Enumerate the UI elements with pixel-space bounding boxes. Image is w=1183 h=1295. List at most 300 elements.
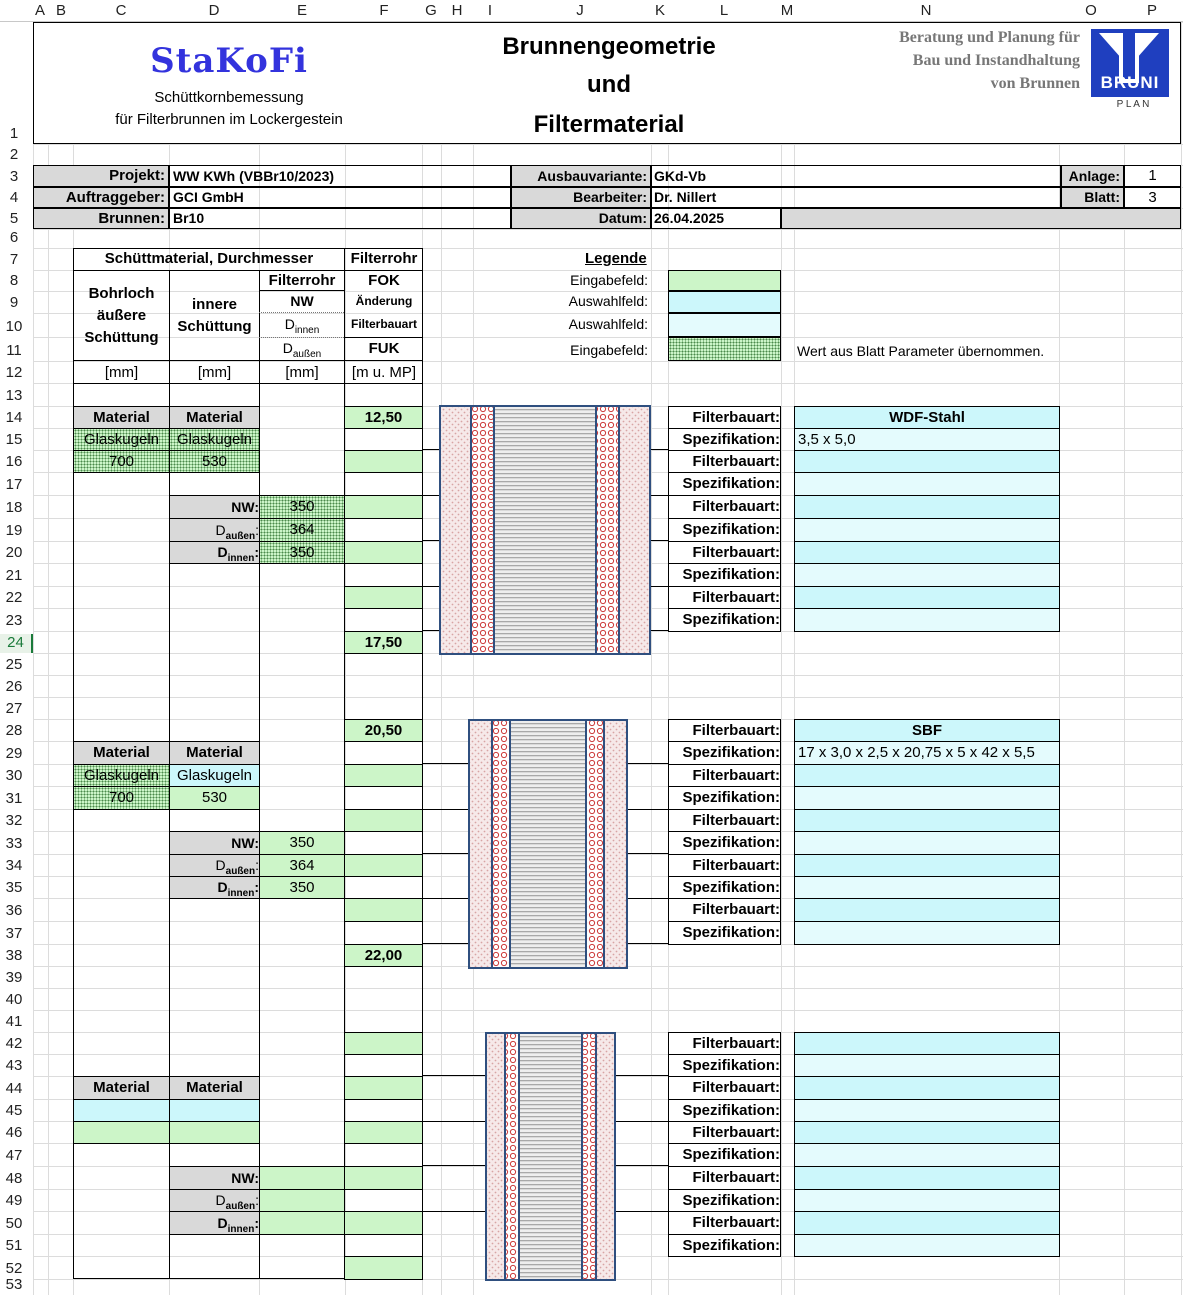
unit-m: [m u. MP] xyxy=(351,364,417,381)
row-header-26[interactable]: 26 xyxy=(5,678,23,695)
inner-material-select[interactable]: Glaskugeln xyxy=(169,428,260,451)
inner-material-select[interactable] xyxy=(169,1099,260,1122)
row-header-16[interactable]: 16 xyxy=(5,453,23,470)
connector-line xyxy=(423,898,468,899)
column-header-c[interactable]: C xyxy=(115,2,127,19)
connector-line xyxy=(423,586,439,587)
d-symbol: D xyxy=(215,857,226,873)
daussen-label xyxy=(169,518,260,542)
row-header-23[interactable]: 23 xyxy=(5,612,23,629)
row-header-25[interactable]: 25 xyxy=(5,656,23,673)
row-divider xyxy=(73,383,423,384)
fok-input[interactable] xyxy=(344,1032,423,1055)
dinnen-input[interactable]: 350 xyxy=(259,876,345,899)
filterbauart-select[interactable] xyxy=(794,764,1060,787)
row-header-33[interactable]: 33 xyxy=(5,835,23,852)
connector-line xyxy=(423,1165,485,1166)
spezifikation-label: Spezifikation: xyxy=(668,518,781,542)
daussen-input[interactable]: 364 xyxy=(259,518,345,542)
filterbauart-label: Filterbauart: xyxy=(668,1076,781,1100)
row-divider xyxy=(259,290,344,291)
filterbauart-select[interactable] xyxy=(794,1211,1060,1235)
dinnen-label xyxy=(169,1211,260,1235)
filterbauart-select[interactable] xyxy=(794,1166,1060,1190)
row-header-17[interactable]: 17 xyxy=(5,476,23,493)
filterbauart-label: Filterbauart: xyxy=(668,1121,781,1144)
company-line-3: von Brunnen xyxy=(990,75,1080,92)
innere-header: innere xyxy=(191,296,237,313)
filterbauart-label: Filterbauart: xyxy=(668,586,781,609)
row-header-21[interactable]: 21 xyxy=(5,567,23,584)
filterbauart-label: Filterbauart: xyxy=(668,854,781,877)
spezifikation-label: Spezifikation: xyxy=(668,741,781,765)
colon: : xyxy=(255,857,259,873)
spezifikation-select[interactable] xyxy=(794,1234,1060,1257)
connector-line xyxy=(423,630,439,631)
connector-line xyxy=(423,1075,485,1076)
ausbau-label: Ausbauvariante: xyxy=(511,165,651,187)
outer-diameter-input[interactable]: 700 xyxy=(73,786,170,810)
filterbauart-select[interactable] xyxy=(794,586,1060,609)
auftraggeber-label: Auftraggeber: xyxy=(33,187,169,208)
outer-material-select[interactable]: Glaskugeln xyxy=(73,428,170,451)
colon: : xyxy=(254,1215,259,1231)
d-symbol: D xyxy=(217,544,228,560)
filterbauart-header: Filterbauart xyxy=(350,317,417,331)
connector-line xyxy=(616,1211,668,1212)
filterbauart-select[interactable] xyxy=(794,809,1060,832)
spezifikation-select[interactable] xyxy=(794,1143,1060,1167)
change-cell[interactable] xyxy=(344,428,423,451)
inner-material-select[interactable]: Glaskugeln xyxy=(169,764,260,787)
fuk-input[interactable]: 17,50 xyxy=(344,631,423,654)
legend-label: Eingabefeld: xyxy=(570,342,648,358)
row-header-10[interactable]: 10 xyxy=(5,318,23,335)
d-symbol: D xyxy=(217,879,228,895)
company-line-2: Bau und Instandhaltung xyxy=(912,52,1080,69)
anlage-label: Anlage: xyxy=(1061,165,1124,187)
row-header-52[interactable]: 52 xyxy=(5,1260,23,1277)
connector-line xyxy=(616,1075,668,1076)
row-header-12[interactable]: 12 xyxy=(5,364,23,381)
row-header-4[interactable]: 4 xyxy=(9,189,19,206)
connector-line xyxy=(423,763,468,764)
daussen-header xyxy=(260,340,344,360)
filterbauart-select[interactable] xyxy=(794,1032,1060,1055)
change-cell[interactable] xyxy=(344,854,423,877)
column-header-n[interactable]: N xyxy=(920,2,932,19)
column-header-d[interactable]: D xyxy=(208,2,220,19)
row-divider xyxy=(73,270,345,271)
row-header-15[interactable]: 15 xyxy=(5,431,23,448)
inner-diameter-input[interactable]: 530 xyxy=(169,786,260,810)
column-header-l[interactable]: L xyxy=(719,2,729,19)
fuk-input[interactable] xyxy=(344,1256,423,1280)
connector-line xyxy=(628,763,668,764)
change-cell[interactable] xyxy=(344,472,423,496)
column-header-bar xyxy=(0,0,1183,22)
row-header-48[interactable]: 48 xyxy=(5,1170,23,1187)
connector-line xyxy=(651,449,668,450)
change-cell[interactable] xyxy=(344,1054,423,1077)
row-header-8[interactable]: 8 xyxy=(9,272,19,289)
row-header-50[interactable]: 50 xyxy=(5,1215,23,1232)
fuk-header: FUK xyxy=(368,340,400,357)
brand-subline: P L A N xyxy=(1116,99,1150,110)
legend-label: Eingabefeld: xyxy=(570,272,648,288)
dinnen-input[interactable]: 350 xyxy=(259,541,345,564)
change-cell[interactable] xyxy=(344,898,423,922)
legend-label: Auswahlfeld: xyxy=(568,316,648,332)
d-symbol: D xyxy=(217,1215,228,1231)
spezifikation-select[interactable] xyxy=(794,876,1060,899)
connector-line xyxy=(651,540,668,541)
dinnen-label xyxy=(169,541,260,564)
bohrloch-header-2: äußere xyxy=(96,307,147,324)
change-cell[interactable] xyxy=(344,1076,423,1100)
outer-material-select[interactable]: Glaskugeln xyxy=(73,764,170,787)
column-header-i[interactable]: I xyxy=(487,2,493,19)
column-header-f[interactable]: F xyxy=(379,2,389,19)
filterbauart-label: Filterbauart: xyxy=(668,495,781,519)
dinnen-symbol: D xyxy=(284,316,295,332)
row-header-28[interactable]: 28 xyxy=(5,722,23,739)
change-cell[interactable] xyxy=(344,741,423,765)
row-divider xyxy=(259,337,344,338)
app-subtitle: Schüttkornbemessung xyxy=(154,89,304,106)
change-cell[interactable] xyxy=(344,1121,423,1144)
bearbeiter-value[interactable]: Dr. Nillert xyxy=(651,187,1061,208)
connector-line xyxy=(651,495,668,496)
row-header-32[interactable]: 32 xyxy=(5,812,23,829)
material-label-outer: Material xyxy=(73,1076,170,1100)
innen-sub: innen xyxy=(227,552,255,564)
row-header-47[interactable]: 47 xyxy=(5,1147,23,1164)
colon: : xyxy=(254,544,259,560)
connector-line xyxy=(616,1165,668,1166)
row-header-40[interactable]: 40 xyxy=(5,991,23,1008)
filterbauart-label: Filterbauart: xyxy=(668,764,781,787)
filterbauart-select[interactable] xyxy=(794,450,1060,473)
row-header-11[interactable]: 11 xyxy=(6,342,22,359)
filterbauart-label: Filterbauart: xyxy=(668,719,781,742)
row-header-29[interactable]: 29 xyxy=(5,745,23,762)
row-header-45[interactable]: 45 xyxy=(5,1102,23,1119)
bohrloch-header-3: Schüttung xyxy=(84,329,159,346)
spezifikation-select[interactable] xyxy=(794,831,1060,855)
nw-label: NW: xyxy=(169,495,260,519)
connector-line xyxy=(423,449,439,450)
well-diagram-section3 xyxy=(485,1032,616,1281)
filterbauart-select[interactable]: WDF-Stahl xyxy=(794,406,1060,429)
filterbauart-select[interactable] xyxy=(794,854,1060,877)
row-header-20[interactable]: 20 xyxy=(5,544,23,561)
row-header-30[interactable]: 30 xyxy=(5,767,23,784)
row-header-43[interactable]: 43 xyxy=(5,1057,23,1074)
connector-line xyxy=(423,853,468,854)
nw-input[interactable]: 350 xyxy=(259,495,345,519)
row-header-14[interactable]: 14 xyxy=(5,409,23,426)
filterrohr-header: Filterrohr xyxy=(350,250,418,267)
spezifikation-label: Spezifikation: xyxy=(668,1054,781,1077)
spezifikation-label: Spezifikation: xyxy=(668,563,781,587)
connector-line xyxy=(616,1121,668,1122)
row-header-49[interactable]: 49 xyxy=(5,1192,23,1209)
legend-title: Legende xyxy=(585,250,647,267)
change-cell[interactable] xyxy=(344,450,423,473)
fok-input[interactable]: 12,50 xyxy=(344,406,423,429)
inner-diameter-input[interactable]: 530 xyxy=(169,450,260,473)
row-header-53[interactable]: 53 xyxy=(5,1276,23,1293)
schutt-header: Schüttmaterial, Durchmesser xyxy=(104,250,314,267)
filter-pipe xyxy=(494,406,596,654)
filterbauart-label: Filterbauart: xyxy=(668,450,781,473)
change-cell[interactable] xyxy=(344,586,423,609)
row-header-13[interactable]: 13 xyxy=(5,387,23,404)
row-header-44[interactable]: 44 xyxy=(5,1080,23,1097)
row-header-41[interactable]: 41 xyxy=(5,1013,23,1030)
well-diagram-section2 xyxy=(468,719,628,969)
material-label-inner: Material xyxy=(169,406,260,429)
change-cell[interactable] xyxy=(344,1211,423,1235)
anlage-value[interactable]: 1 xyxy=(1124,165,1181,187)
spezifikation-select[interactable] xyxy=(794,786,1060,810)
row-header-34[interactable]: 34 xyxy=(5,857,23,874)
column-header-o[interactable]: O xyxy=(1085,2,1097,19)
filterbauart-label: Filterbauart: xyxy=(668,898,781,922)
aussen-sub: außen xyxy=(225,865,256,877)
row-header-9[interactable]: 9 xyxy=(9,294,19,311)
filterbauart-select[interactable]: SBF xyxy=(794,719,1060,742)
page-title-3: Filtermaterial xyxy=(533,111,685,138)
filter-pipe xyxy=(519,1033,582,1280)
row-header-38[interactable]: 38 xyxy=(5,947,23,964)
row-header-31[interactable]: 31 xyxy=(5,790,23,807)
row-header-18[interactable]: 18 xyxy=(5,499,23,516)
column-header-e[interactable]: E xyxy=(296,2,307,19)
spezifikation-select[interactable] xyxy=(794,518,1060,542)
ausbau-value[interactable]: GKd-Vb xyxy=(651,165,1061,187)
outer-material-select[interactable] xyxy=(73,1099,170,1122)
legend-note: Wert aus Blatt Parameter übernommen. xyxy=(797,343,1045,359)
connector-line xyxy=(423,1121,485,1122)
page-title-2: und xyxy=(587,71,631,98)
row-header-36[interactable]: 36 xyxy=(5,902,23,919)
column-header-k[interactable]: K xyxy=(654,2,665,19)
connector-line xyxy=(423,809,468,810)
spezifikation-label: Spezifikation: xyxy=(668,1189,781,1212)
spezifikation-label: Spezifikation: xyxy=(668,472,781,496)
projekt-value[interactable]: WW KWh (VBBr10/2023) xyxy=(169,165,511,187)
spezifikation-select[interactable]: 17 x 3,0 x 2,5 x 20,75 x 5 x 42 x 5,5 xyxy=(794,741,1060,765)
colon: : xyxy=(254,879,259,895)
unit-mm: [mm] xyxy=(104,364,139,381)
material-label-outer: Material xyxy=(73,406,170,429)
connector-line xyxy=(423,495,439,496)
spezifikation-select[interactable] xyxy=(794,472,1060,496)
innere-header-2: Schüttung xyxy=(177,318,252,335)
change-cell[interactable] xyxy=(344,831,423,855)
app-subtitle-2: für Filterbrunnen im Lockergestein xyxy=(115,111,343,128)
legend-swatch-select-light xyxy=(668,313,781,337)
row-header-22[interactable]: 22 xyxy=(5,589,23,606)
filterbauart-label: Filterbauart: xyxy=(668,1166,781,1190)
datum-label: Datum: xyxy=(511,208,651,229)
change-cell[interactable] xyxy=(344,1234,423,1257)
legend-swatch-select xyxy=(668,291,781,313)
filterbauart-select[interactable] xyxy=(794,1076,1060,1100)
dinnen-input[interactable] xyxy=(259,1211,345,1235)
nw-header: NW xyxy=(290,293,314,309)
material-label-outer: Material xyxy=(73,741,170,765)
spezifikation-label: Spezifikation: xyxy=(668,1234,781,1257)
projekt-label: Projekt: xyxy=(33,165,169,187)
well-diagram-section1 xyxy=(439,405,651,655)
d-symbol: D xyxy=(215,1192,226,1208)
column-header-g[interactable]: G xyxy=(425,2,437,19)
row-header-3[interactable]: 3 xyxy=(9,168,19,185)
bearbeiter-label: Bearbeiter: xyxy=(511,187,651,208)
title-block xyxy=(33,22,1181,144)
nw-label: NW: xyxy=(169,1166,260,1190)
nw-input[interactable]: 350 xyxy=(259,831,345,855)
daussen-sub: außen xyxy=(292,348,322,360)
connector-line xyxy=(423,943,468,944)
change-cell[interactable] xyxy=(344,541,423,564)
filterbauart-label: Filterbauart: xyxy=(668,809,781,832)
daussen-input[interactable] xyxy=(259,1189,345,1212)
change-cell[interactable] xyxy=(344,1166,423,1190)
daussen-label xyxy=(169,854,260,877)
spezifikation-select[interactable] xyxy=(794,1189,1060,1212)
fuk-input[interactable]: 22,00 xyxy=(344,944,423,967)
row-header-51[interactable]: 51 xyxy=(5,1237,23,1254)
row-header-7[interactable]: 7 xyxy=(9,251,19,268)
dinnen-header xyxy=(260,316,344,336)
nw-input[interactable] xyxy=(259,1166,345,1190)
datum-value[interactable]: 26.04.2025 xyxy=(651,208,781,229)
change-cell[interactable] xyxy=(344,1189,423,1212)
bohrloch-header: Bohrloch xyxy=(88,285,155,302)
change-cell[interactable] xyxy=(344,1099,423,1122)
column-header-a[interactable]: A xyxy=(34,2,45,19)
spezifikation-select[interactable] xyxy=(794,608,1060,632)
innen-sub: innen xyxy=(227,887,255,899)
brand-name: BRUNI xyxy=(1100,73,1160,92)
outer-diameter-input[interactable]: 700 xyxy=(73,450,170,473)
aussen-sub: außen xyxy=(225,1200,256,1212)
change-cell[interactable] xyxy=(344,518,423,542)
filterbauart-label: Filterbauart: xyxy=(668,1211,781,1235)
blatt-value[interactable]: 3 xyxy=(1124,187,1181,208)
company-logo xyxy=(1089,27,1173,113)
filterbauart-label: Filterbauart: xyxy=(668,541,781,564)
row-header-42[interactable]: 42 xyxy=(5,1035,23,1052)
outer-diameter-input[interactable] xyxy=(73,1121,170,1144)
column-header-h[interactable]: H xyxy=(451,2,463,19)
brunnen-value[interactable]: Br10 xyxy=(169,208,511,229)
aenderung-header: Änderung xyxy=(355,294,413,308)
row-header-2[interactable]: 2 xyxy=(9,146,19,163)
colon: : xyxy=(255,1192,259,1208)
column-header-b[interactable]: B xyxy=(55,2,66,19)
row-header-6[interactable]: 6 xyxy=(9,229,19,246)
spezifikation-select[interactable]: 3,5 x 5,0 xyxy=(794,428,1060,451)
spezifikation-select[interactable] xyxy=(794,1099,1060,1122)
spezifikation-label: Spezifikation: xyxy=(668,831,781,855)
change-cell[interactable] xyxy=(344,876,423,899)
connector-line xyxy=(423,1211,485,1212)
column-header-j[interactable]: J xyxy=(576,2,584,19)
change-cell[interactable] xyxy=(344,764,423,787)
row-divider xyxy=(259,312,344,313)
change-cell[interactable] xyxy=(344,786,423,810)
change-cell[interactable] xyxy=(344,563,423,587)
dinnen-label xyxy=(169,876,260,899)
filterbauart-select[interactable] xyxy=(794,495,1060,519)
spezifikation-label: Spezifikation: xyxy=(668,786,781,810)
change-cell[interactable] xyxy=(344,921,423,945)
legend-swatch-param xyxy=(668,337,781,361)
spezifikation-label: Spezifikation: xyxy=(668,608,781,632)
row-divider xyxy=(344,337,423,338)
connector-line xyxy=(628,943,668,944)
row-header-46[interactable]: 46 xyxy=(5,1124,23,1141)
row-header-35[interactable]: 35 xyxy=(5,879,23,896)
change-cell[interactable] xyxy=(344,1143,423,1167)
inner-diameter-input[interactable] xyxy=(169,1121,260,1144)
spezifikation-select[interactable] xyxy=(794,563,1060,587)
change-cell[interactable] xyxy=(344,495,423,519)
change-cell[interactable] xyxy=(344,809,423,832)
filterbauart-label: Filterbauart: xyxy=(668,1032,781,1055)
spezifikation-label: Spezifikation: xyxy=(668,876,781,899)
filterbauart-select[interactable] xyxy=(794,1121,1060,1144)
row-header-19[interactable]: 19 xyxy=(5,522,23,539)
fok-header: FOK xyxy=(368,272,400,289)
daussen-input[interactable]: 364 xyxy=(259,854,345,877)
connector-line xyxy=(651,630,668,631)
auftraggeber-value[interactable]: GCI GmbH xyxy=(169,187,511,208)
legend-label: Auswahlfeld: xyxy=(568,293,648,309)
app-logo: StaKoFi xyxy=(150,41,308,81)
row-header-27[interactable]: 27 xyxy=(5,700,23,717)
filterrohr-subheader: Filterrohr xyxy=(268,272,336,289)
row-header-37[interactable]: 37 xyxy=(5,925,23,942)
unit-mm: [mm] xyxy=(197,364,232,381)
column-header-p[interactable]: P xyxy=(1146,2,1157,19)
spezifikation-select[interactable] xyxy=(794,921,1060,945)
fok-input[interactable]: 20,50 xyxy=(344,719,423,742)
material-label-inner: Material xyxy=(169,1076,260,1100)
nw-label: NW: xyxy=(169,831,260,855)
connector-line xyxy=(628,898,668,899)
unit-mm: [mm] xyxy=(285,364,319,381)
row-header-1[interactable]: 1 xyxy=(9,125,19,142)
filterbauart-label: Filterbauart: xyxy=(668,406,781,429)
blatt-label: Blatt: xyxy=(1061,187,1124,208)
spezifikation-select[interactable] xyxy=(794,1054,1060,1077)
row-header-5[interactable]: 5 xyxy=(9,210,19,227)
d-symbol: D xyxy=(215,522,226,538)
row-header-39[interactable]: 39 xyxy=(5,969,23,986)
change-cell[interactable] xyxy=(344,608,423,632)
row-header-24[interactable]: 24 xyxy=(0,634,33,653)
brunnen-label: Brunnen: xyxy=(33,208,169,229)
filterbauart-select[interactable] xyxy=(794,541,1060,564)
column-header-m[interactable]: M xyxy=(780,2,794,19)
filterbauart-select[interactable] xyxy=(794,898,1060,922)
